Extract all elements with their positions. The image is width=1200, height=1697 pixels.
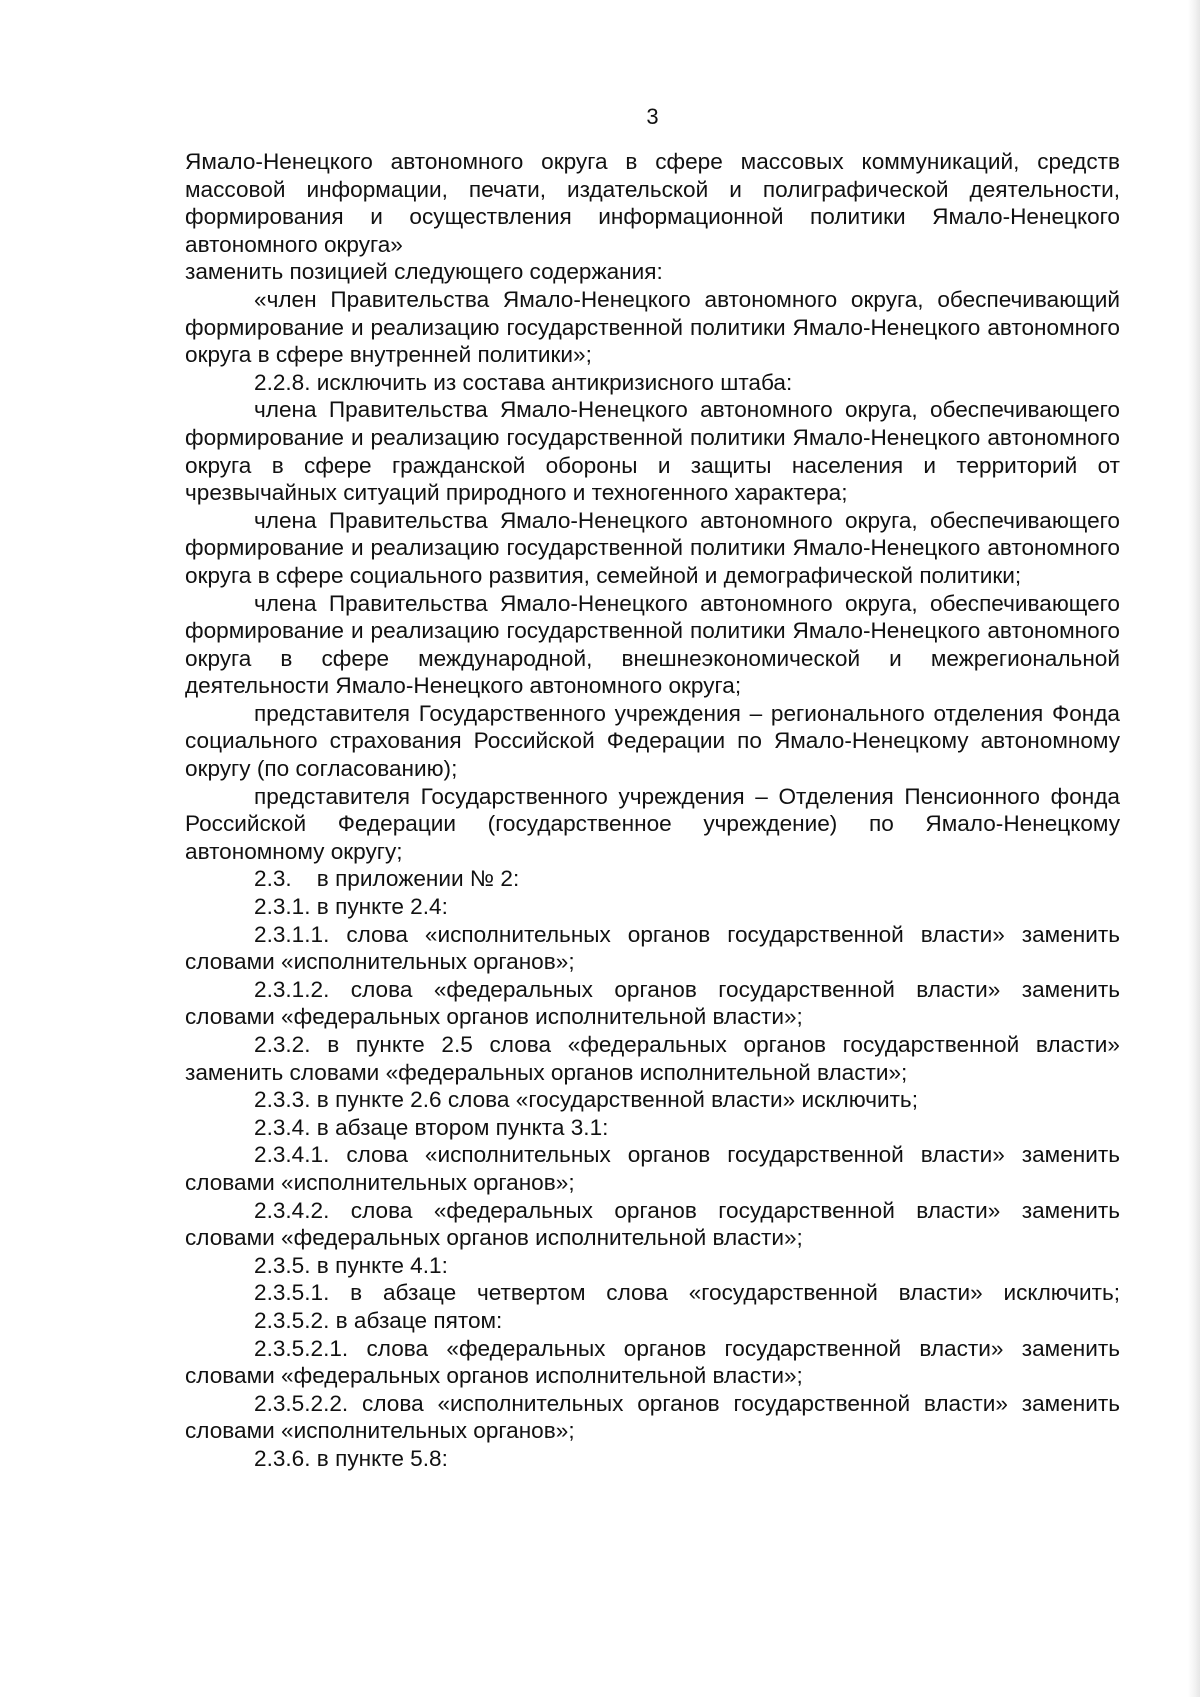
paragraph-3: «член Правительства Ямало-Ненецкого автономного округа, обеспечивающий формирование и реализацию государственной политики Ямало-Ненецкого автономного округа в сфере внутренней политики»; xyxy=(185,286,1120,368)
paragraph-21: 2.3.5.2. в абзаце пятом: xyxy=(254,1307,503,1333)
paragraph-17: 2.3.4.1. слова «исполнительных органов государственной власти» заменить словами «исполнительных органов»; xyxy=(185,1142,1120,1195)
paragraph-9: представителя Государственного учреждения – Отделения Пенсионного фонда Российской Федерации (государственное учреждение) по Ямало-Ненецкому автономному округу; xyxy=(185,783,1120,864)
scan-page-edge xyxy=(1188,0,1200,1697)
paragraph-10: 2.3. в приложении № 2: xyxy=(254,866,520,892)
paragraph-22: 2.3.5.2.1. слова «федеральных органов государственной власти» заменить словами «федеральных органов исполнительной власти»; xyxy=(185,1335,1120,1389)
paragraph-14: 2.3.2. в пункте 2.5 слова «федеральных органов государственной власти» заменить словами «федеральных органов исполнительной власти»; xyxy=(185,1032,1120,1085)
paragraph-13: 2.3.1.2. слова «федеральных органов государственной власти» заменить словами «федеральных органов исполнительной власти»; xyxy=(185,976,1120,1030)
paragraph-2: заменить позицией следующего содержания: xyxy=(185,259,663,285)
paragraph-8: представителя Государственного учреждения – регионального отделения Фонда социального страхования Российской Федерации по Ямало-Ненецкому автономному округу (по согласованию); xyxy=(185,700,1120,782)
paragraph-24: 2.3.6. в пункте 5.8: xyxy=(254,1445,448,1471)
paragraph-19: 2.3.5. в пункте 4.1: xyxy=(254,1252,448,1278)
paragraph-16: 2.3.4. в абзаце втором пункта 3.1: xyxy=(254,1114,609,1140)
page-number: 3 xyxy=(646,104,659,129)
paragraph-20: 2.3.5.1. в абзаце четвертом слова «государственной власти» исключить; xyxy=(254,1280,1120,1306)
paragraph-15: 2.3.3. в пункте 2.6 слова «государственной власти» исключить; xyxy=(254,1087,918,1113)
paragraph-4: 2.2.8. исключить из состава антикризисного штаба: xyxy=(254,369,793,395)
document-body xyxy=(185,148,1120,1473)
paragraph-1: Ямало-Ненецкого автономного округа в сфере массовых коммуникаций, средств массовой информации, печати, издательской и полиграфической деятельности, формирования и осуществления информационной политики Ямало-Ненецкого автономного округа» xyxy=(185,149,1120,257)
paragraph-18: 2.3.4.2. слова «федеральных органов государственной власти» заменить словами «федеральных органов исполнительной власти»; xyxy=(185,1197,1120,1251)
paragraph-12: 2.3.1.1. слова «исполнительных органов государственной власти» заменить словами «исполнительных органов»; xyxy=(185,921,1120,975)
paragraph-23: 2.3.5.2.2. слова «исполнительных органов государственной власти» заменить словами «исполнительных органов»; xyxy=(185,1390,1120,1444)
paragraph-7: члена Правительства Ямало-Ненецкого автономного округа, обеспечивающего формирование и реализацию государственной политики Ямало-Ненецкого автономного округа в сфере международной, внешнеэкономической и межрегиональной деятельности Ямало-Ненецкого автономного округа; xyxy=(185,590,1120,699)
paragraph-11: 2.3.1. в пункте 2.4: xyxy=(254,894,448,920)
paragraph-5: члена Правительства Ямало-Ненецкого автономного округа, обеспечивающего формирование и реализацию государственной политики Ямало-Ненецкого автономного округа в сфере гражданской обороны и защиты населения и территорий от чрезвычайных ситуаций природного и техногенного характера; xyxy=(185,397,1120,506)
paragraph-6: члена Правительства Ямало-Ненецкого автономного округа, обеспечивающего формирование и реализацию государственной политики Ямало-Ненецкого автономного округа в сфере социального развития, семейной и демографической политики; xyxy=(185,507,1120,588)
